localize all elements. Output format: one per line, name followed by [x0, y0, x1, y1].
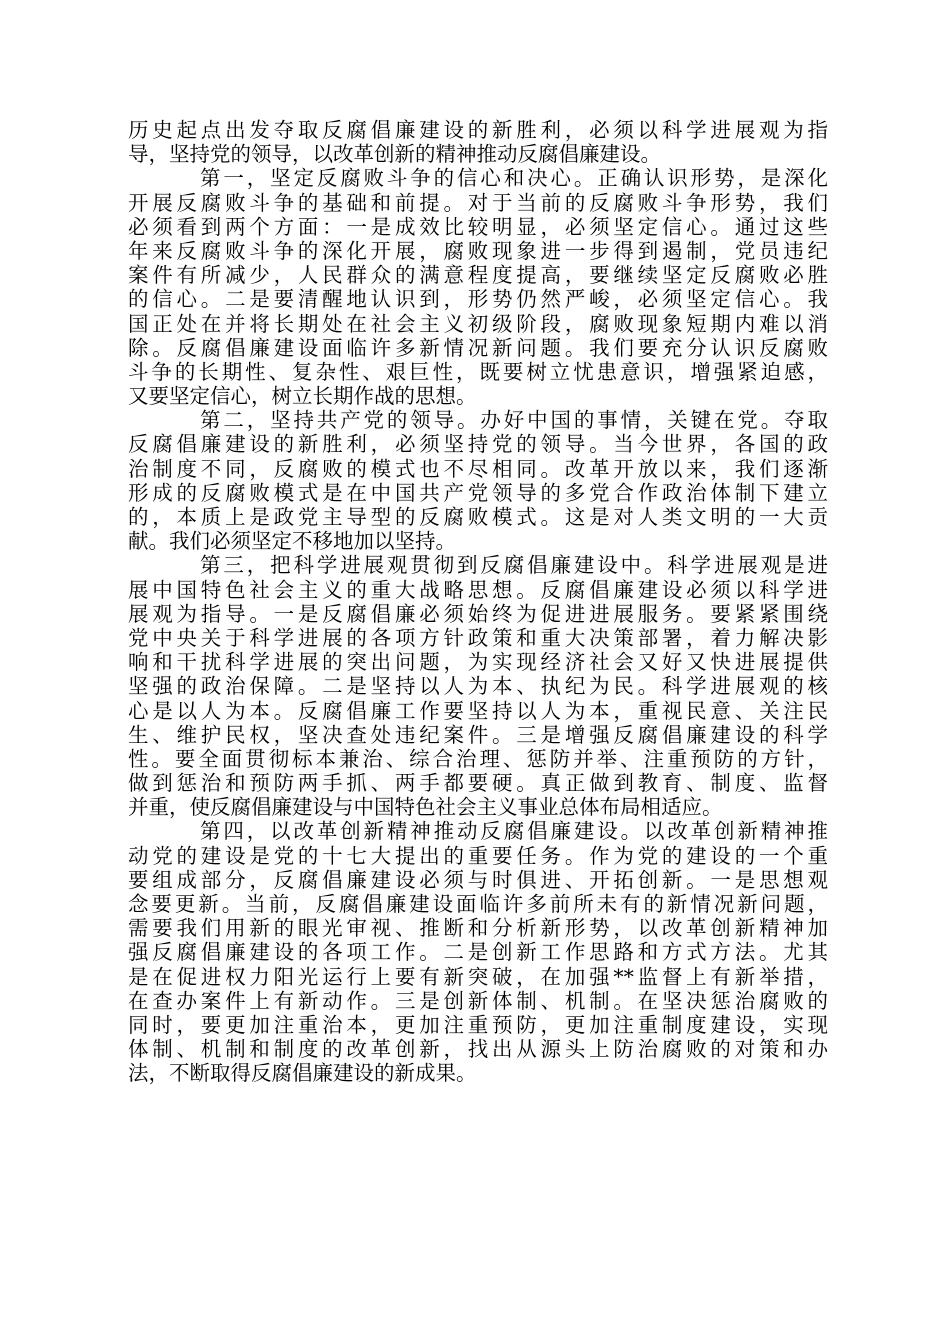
text-line: 党中央关于科学进展的各项方针政策和重大决策部署，着力解决影 [128, 625, 828, 650]
text-line: 念要更新。当前，反腐倡廉建设面临许多前所未有的新情况新问题， [128, 892, 828, 916]
text-line: 同时，要更加注重治本，更加注重预防，更加注重制度建设，实现 [128, 1012, 828, 1037]
text-line: 献。我们必须坚定不移地加以坚持。 [128, 529, 456, 554]
text-line: 生、维护民权，坚决查处违纪案件。三是增强反腐倡廉建设的科学 [128, 722, 828, 747]
text-line: 要组成部分，反腐倡廉建设必须与时俱进、开拓创新。一是思想观 [128, 867, 828, 892]
text-line: 的信心。二是要清醒地认识到，形势仍然严峻，必须坚定信心。我 [128, 287, 828, 312]
text-line: 历史起点出发夺取反腐倡廉建设的新胜利，必须以科学进展观为指 [128, 118, 828, 142]
text-line: 第一，坚定反腐败斗争的信心和决心。正确认识形势，是深化 [200, 166, 828, 191]
text-line: 心是以人为本。反腐倡廉工作要坚持以人为本，重视民意、关注民 [128, 698, 828, 723]
text-line: 展观为指导。一是反腐倡廉必须始终为促进进展服务。要紧紧围绕 [128, 601, 828, 626]
text-line: 展中国特色社会主义的重大战略思想。反腐倡廉建设必须以科学进 [128, 577, 828, 602]
text-line: 是在促进权力阳光运行上要有新突破，在加强**监督上有新举措， [128, 964, 828, 989]
text-line: 做到惩治和预防两手抓、两手都要硬。真正做到教育、制度、监督 [128, 771, 828, 796]
text-line: 法，不断取得反腐倡廉建设的新成果。 [128, 1061, 477, 1086]
text-line: 性。要全面贯彻标本兼治、综合治理、惩防并举、注重预防的方针， [128, 746, 828, 771]
text-line: 并重，使反腐倡廉建设与中国特色社会主义事业总体布局相适应。 [128, 795, 723, 820]
text-line: 案件有所减少，人民群众的满意程度提高，要继续坚定反腐败必胜 [128, 263, 828, 288]
text-line: 国正处在并将长期处在社会主义初级阶段，腐败现象短期内难以消 [128, 311, 828, 336]
text-line: 形成的反腐败模式是在中国共产党领导的多党合作政治体制下建立 [128, 480, 828, 505]
text-line: 斗争的长期性、复杂性、艰巨性，既要树立忧患意识，增强紧迫感， [128, 359, 828, 384]
text-line: 除。反腐倡廉建设面临许多新情况新问题。我们要充分认识反腐败 [128, 335, 828, 360]
text-line: 第三，把科学进展观贯彻到反腐倡廉建设中。科学进展观是进 [200, 553, 828, 578]
text-line: 体制、机制和制度的改革创新，找出从源头上防治腐败的对策和办 [128, 1037, 828, 1062]
text-line: 强反腐倡廉建设的各项工作。二是创新工作思路和方式方法。尤其 [128, 940, 828, 965]
text-line: 第二，坚持共产党的领导。办好中国的事情，关键在党。夺取 [200, 408, 828, 433]
text-line: 反腐倡廉建设的新胜利，必须坚持党的领导。当今世界，各国的政 [128, 432, 828, 457]
document-body-text [128, 118, 828, 1086]
text-line: 需要我们用新的眼光审视、推断和分析新形势，以改革创新精神加 [128, 916, 828, 941]
text-line: 开展反腐败斗争的基础和前提。对于当前的反腐败斗争形势，我们 [128, 190, 828, 215]
text-line: 的，本质上是政党主导型的反腐败模式。这是对人类文明的一大贡 [128, 505, 828, 529]
text-line: 响和干扰科学进展的突出问题，为实现经济社会又好又快进展提供 [128, 650, 828, 675]
text-line: 必须看到两个方面：一是成效比较明显，必须坚定信心。通过这些 [128, 214, 828, 239]
text-line: 动党的建设是党的十七大提出的重要任务。作为党的建设的一个重 [128, 843, 828, 868]
text-line: 治制度不同，反腐败的模式也不尽相同。改革开放以来，我们逐渐 [128, 456, 828, 481]
text-line: 又要坚定信心，树立长期作战的思想。 [128, 384, 477, 409]
text-line: 在查办案件上有新动作。三是创新体制、机制。在坚决惩治腐败的 [128, 988, 828, 1013]
text-line: 第四，以改革创新精神推动反腐倡廉建设。以改革创新精神推 [200, 819, 828, 844]
text-line: 导，坚持党的领导，以改革创新的精神推动反腐倡廉建设。 [128, 142, 661, 167]
text-line: 坚强的政治保障。二是坚持以人为本、执纪为民。科学进展观的核 [128, 674, 828, 699]
text-line: 年来反腐败斗争的深化开展，腐败现象进一步得到遏制，党员违纪 [128, 238, 828, 263]
